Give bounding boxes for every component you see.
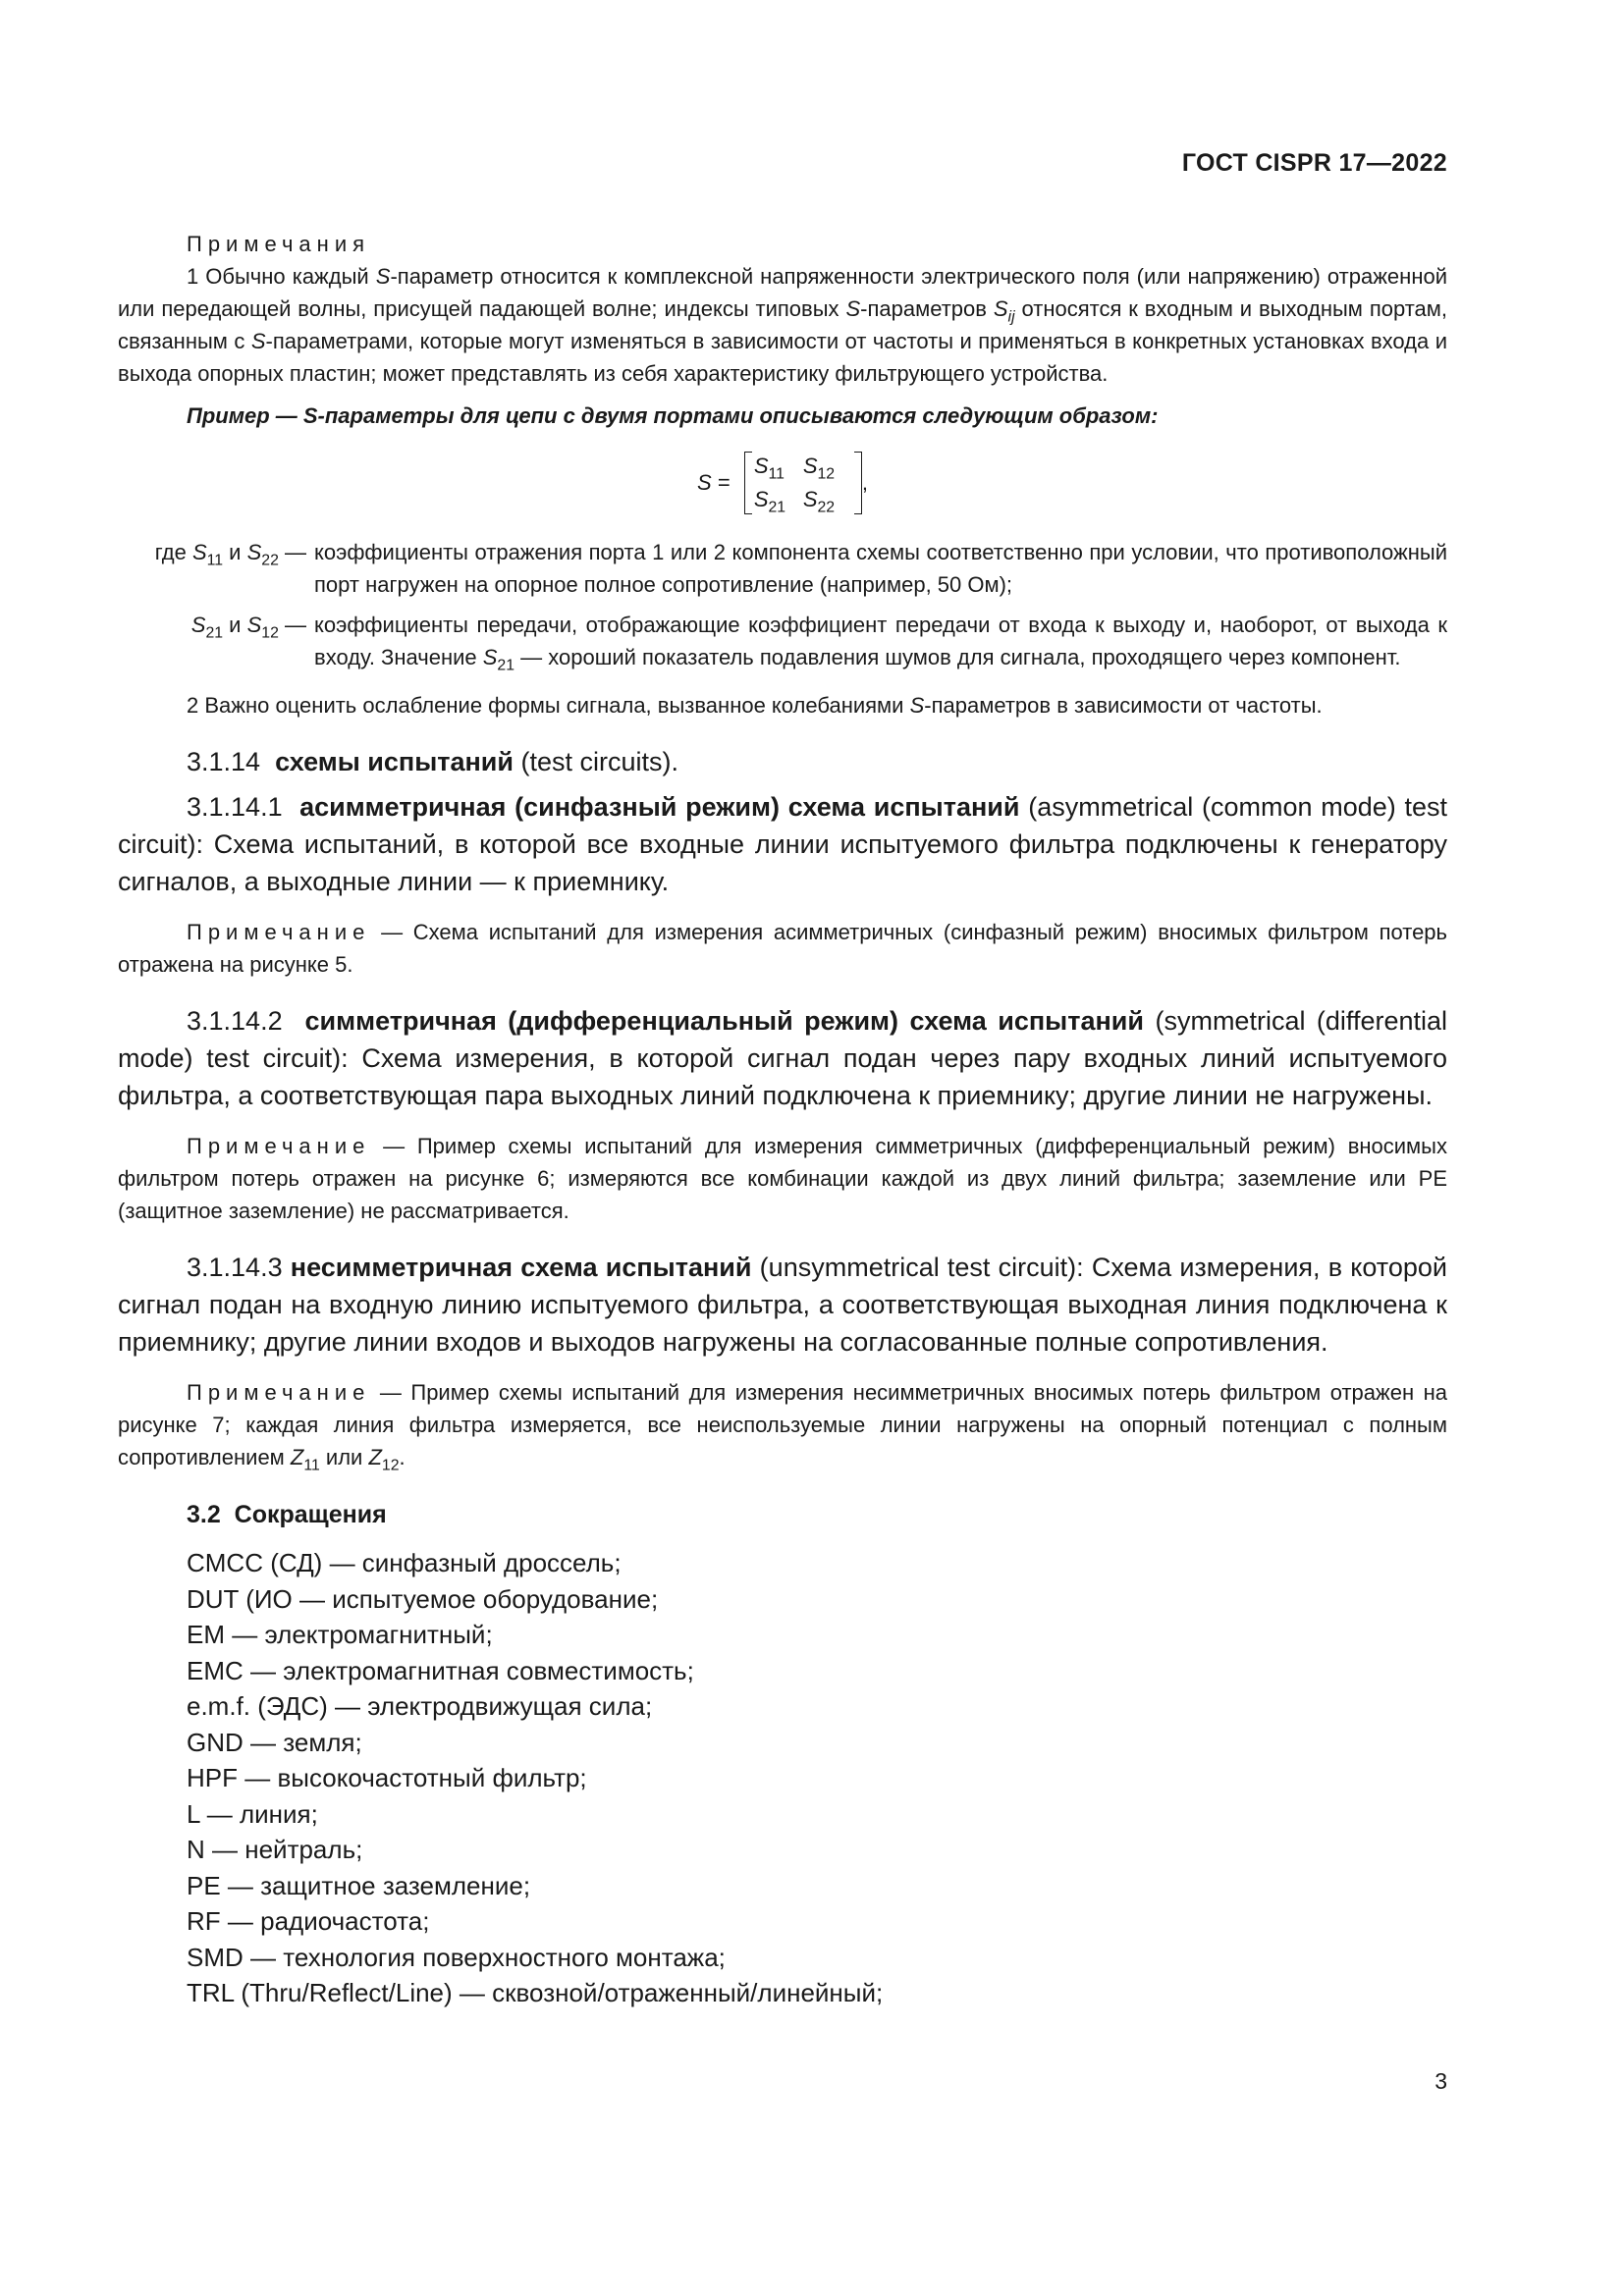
page-content bbox=[118, 228, 1447, 2011]
page-number: 3 bbox=[1435, 2068, 1447, 2094]
term-3-1-14-3: 3.1.14.3 несимметричная схема испытаний (unsymmetrical test circuit): Схема измерения, в которой сигнал подан на входную линию испытуемого фильтра, а соответствующая выходная линия подключена к приемнику; другие линии входов и выходов нагружены на согласованные полные сопротивления. bbox=[118, 1253, 1448, 1357]
note-1: 1 Обычно каждый S-параметр относится к комплексной напряженности электрического поля (или напряжению) отраженной или передающей волны, присущей падающей волне; индексы типовых S-параметров $S_{ij}$ относятся к входным и выходным портам, связанным с S-параметрами, которые могут изменяться в зависимости от частоты и применяться в конкретных установках входа и выхода опорных пластин; может представлять из себя характеристику фильтрующего устройства. bbox=[118, 264, 1448, 386]
notes-heading: Примечания bbox=[187, 232, 371, 256]
note-3-1-14-2: Примечание — Пример схемы испытаний для измерения симметричных (дифференциальный режим) вносимых фильтром потерь отражен на рисунке 6; измеряются все комбинации каждой из двух линий фильтра; заземление или PE (защитное заземление) не рассматривается. bbox=[118, 1134, 1447, 1223]
term-3-1-14-1: 3.1.14.1 асимметричная (синфазный режим) схема испытаний (asymmetrical (common mode) test circuit): Схема испытаний, в которой все входные линии испытуемого фильтра подключены к генератору сигналов, а выходные линии — к приемнику. bbox=[118, 792, 1447, 896]
abbreviation-item: L — линия; bbox=[187, 1798, 318, 1829]
abbreviation-item: HPF — высокочастотный фильтр; bbox=[187, 1763, 587, 1792]
where-s21-s12: $S_{21}$ и $S_{12}$ — коэффициенты передачи, отображающие коэффициент передачи от входа к выходу и, наоборот, от выхода к входу. Значение $S_{21}$ — хороший показатель подавления шумов для сигнала, проходящего через компонент. bbox=[190, 613, 1447, 674]
term-3-1-14-2: 3.1.14.2 симметричная (дифференциальный режим) схема испытаний (symmetrical (differential mode) test circuit): Схема измерения, в которой сигнал подан через пару входных линий испытуемого фильтра, а соответствующая пара выходных линий подключена к приемнику; другие линии не нагружены. bbox=[118, 1006, 1447, 1110]
term-3-1-14: 3.1.14 схемы испытаний (test circuits). bbox=[187, 747, 679, 776]
abbreviation-list bbox=[118, 1545, 1447, 2011]
document-header: ГОСТ CISPR 17—2022 bbox=[1181, 149, 1447, 177]
abbreviation-item: DUT (ИО — испытуемое оборудование; bbox=[187, 1583, 659, 1614]
s-matrix: $S_{11}$ $S_{12}$ $S_{21}$ $S_{22}$ bbox=[744, 450, 862, 516]
abbreviation-item: TRL (Thru/Reflect/Line) — сквозной/отраженный/линейный; bbox=[187, 1978, 884, 2007]
example-line: Пример — S-параметры для цепи с двумя портами описываются следующим образом: bbox=[187, 403, 1159, 428]
s-matrix-formula: S = $S_{11}$ $S_{12}$ $S_{21}$ $S_{22}$ , bbox=[118, 444, 1447, 522]
abbreviation-item: SMD — технология поверхностного монтажа; bbox=[187, 1942, 726, 1972]
note-3-1-14-3: Примечание — Пример схемы испытаний для измерения несимметричных вносимых потерь фильтром отражен на рисунке 7; каждая линия фильтра измеряется, все неиспользуемые линии нагружены на опорный потенциал с полным сопротивлением $Z_{11}$ или $Z_{12}$. bbox=[118, 1380, 1447, 1474]
abbreviation-item: EMC — электромагнитная совместимость; bbox=[187, 1655, 694, 1685]
abbreviation-item: GND — земля; bbox=[187, 1727, 362, 1757]
abbreviation-item: CMCC (СД) — синфазный дроссель; bbox=[187, 1548, 622, 1577]
abbreviation-item: PE — защитное заземление; bbox=[187, 1870, 531, 1900]
where-s11-s22: где $S_{11}$ и $S_{22}$ — коэффициенты отражения порта 1 или 2 компонента схемы соответственно при условии, что противоположный порт нагружен на опорное полное сопротивление (например, 50 Ом); bbox=[154, 540, 1447, 597]
abbreviation-item: EM — электромагнитный; bbox=[187, 1620, 493, 1649]
abbreviation-item: N — нейтраль; bbox=[187, 1835, 363, 1864]
abbreviation-item: e.m.f. (ЭДС) — электродвижущая сила; bbox=[187, 1691, 653, 1721]
note-3-1-14-1: Примечание — Схема испытаний для измерения асимметричных (синфазный режим) вносимых фильтром потерь отражена на рисунке 5. bbox=[118, 920, 1447, 977]
note-2: 2 Важно оценить ослабление формы сигнала, вызванное колебаниями S-параметров в зависимости от частоты. bbox=[187, 693, 1323, 718]
section-3-2-title: 3.2 Сокращения bbox=[187, 1501, 387, 1528]
abbreviation-item: RF — радиочастота; bbox=[187, 1906, 430, 1936]
